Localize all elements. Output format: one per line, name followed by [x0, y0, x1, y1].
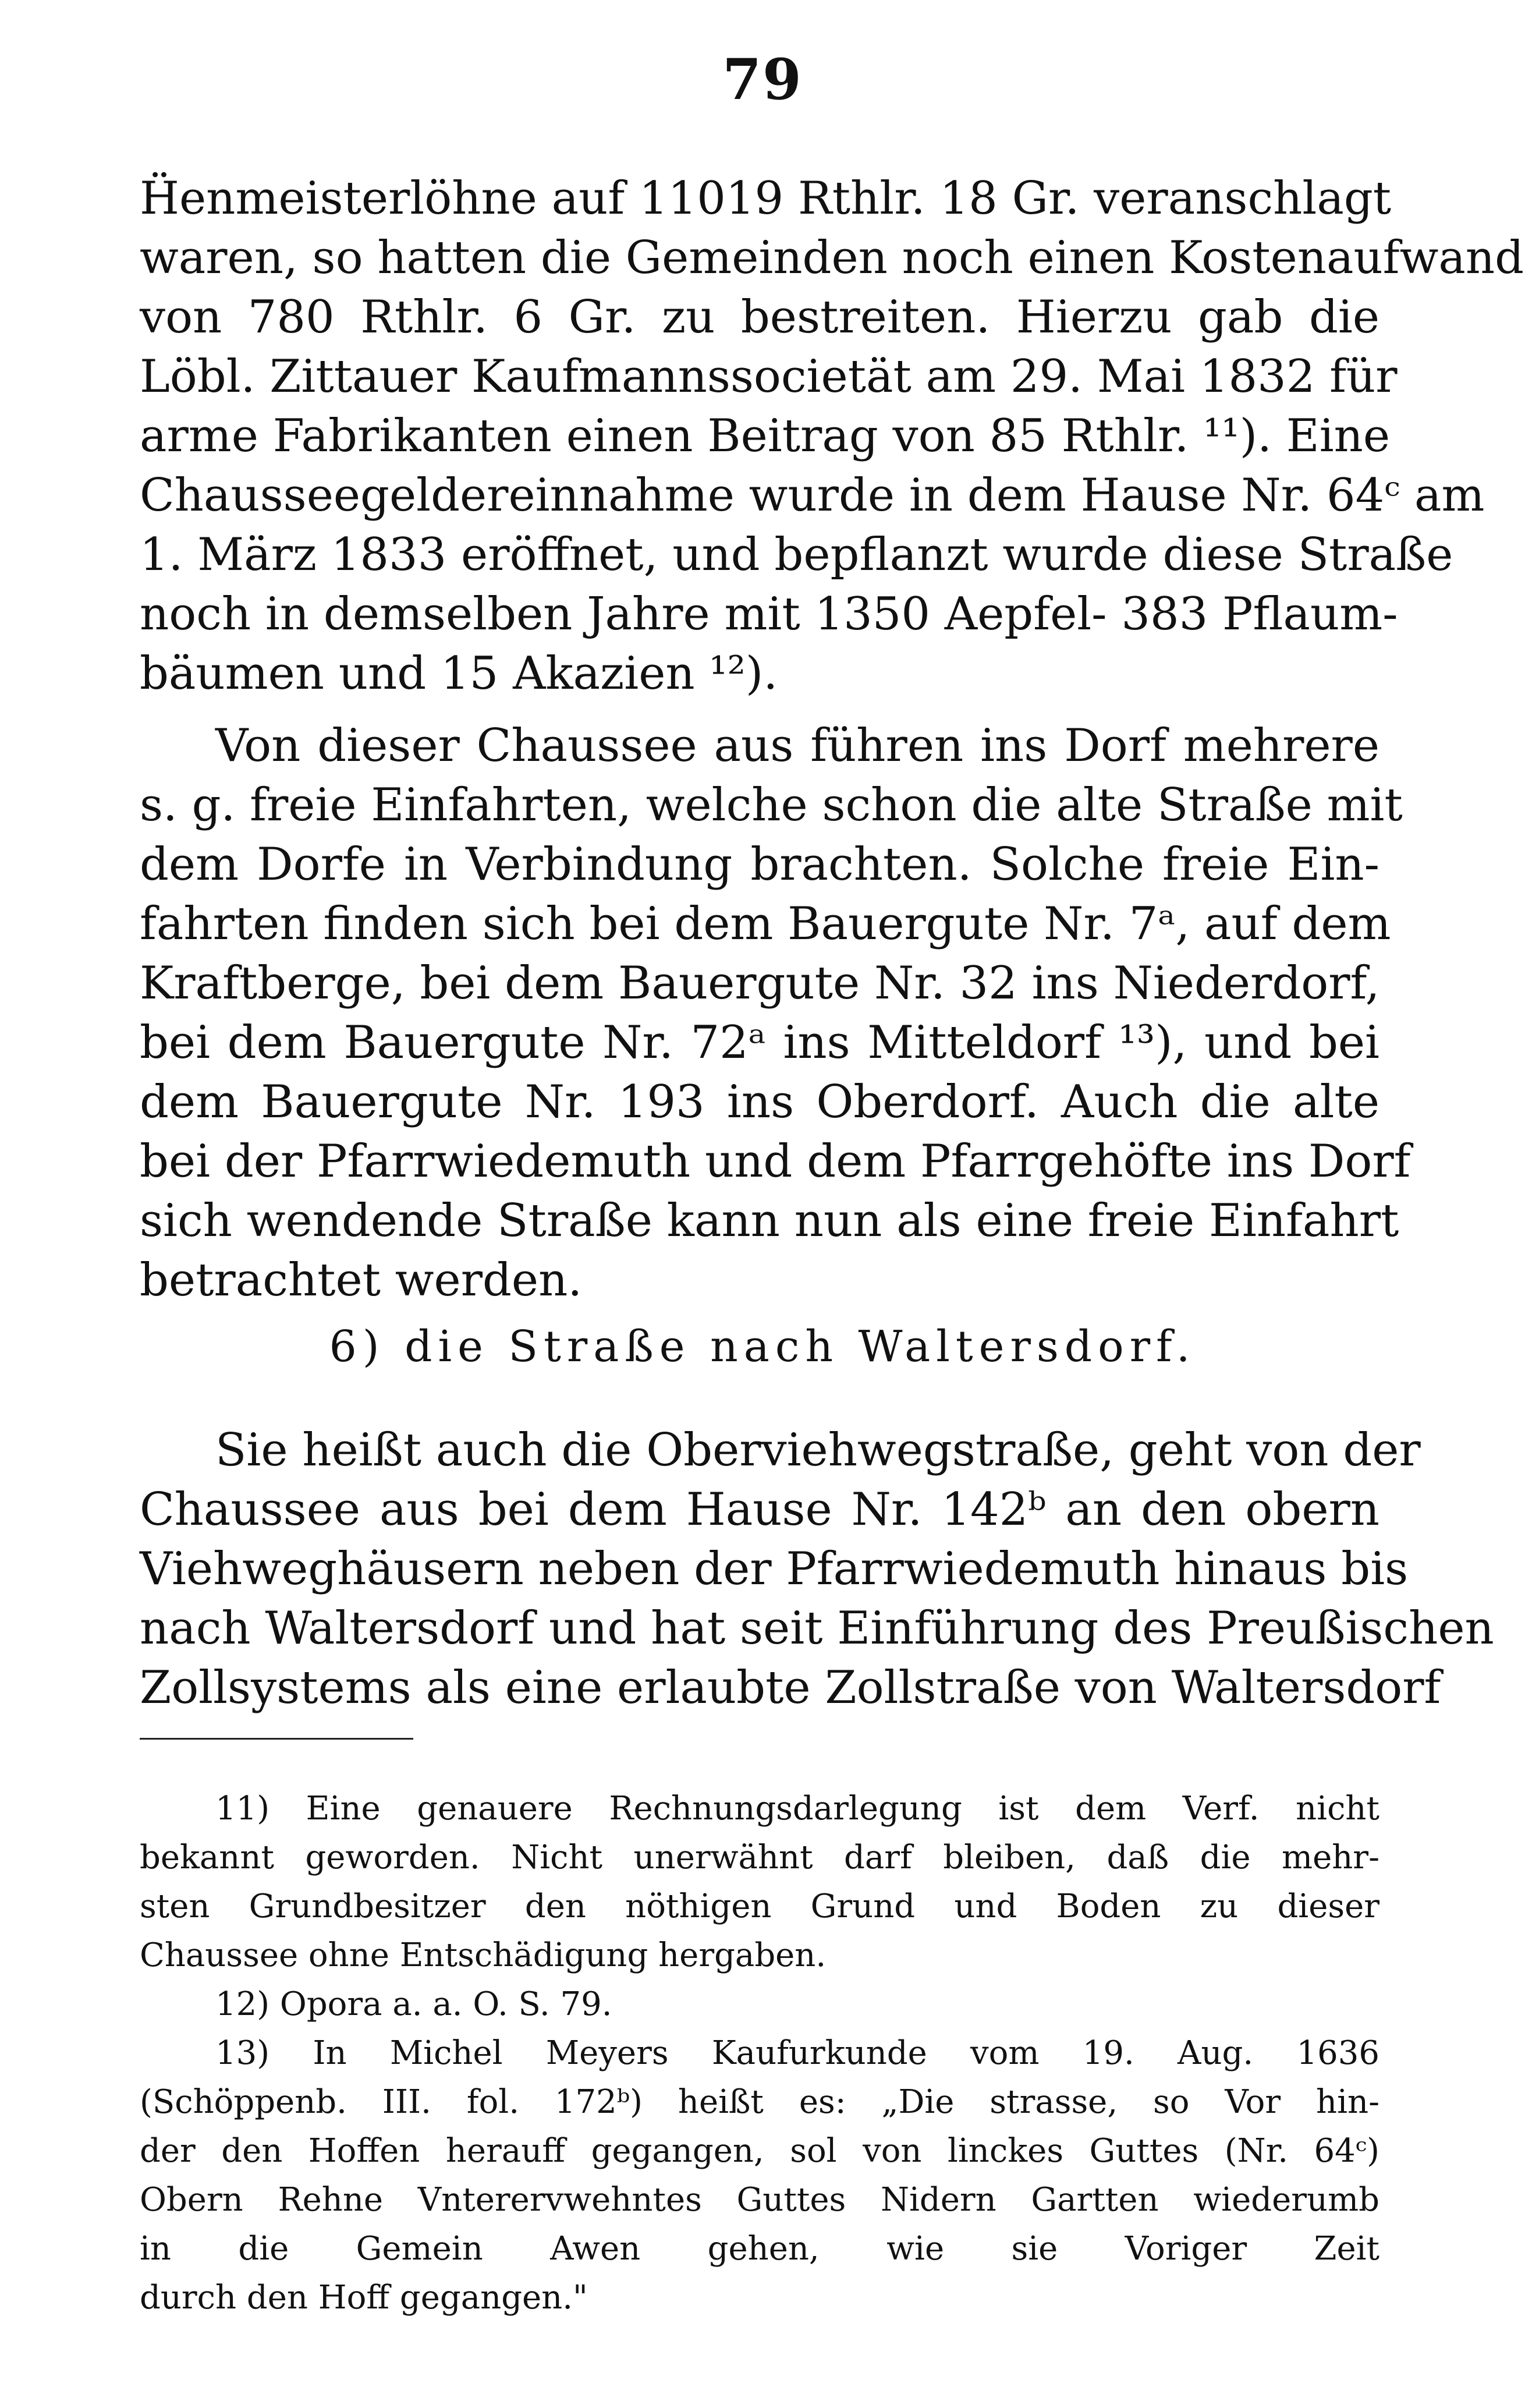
text-line: betrachtet werden.: [140, 1254, 583, 1306]
footnote-line: der den Hoffen herauff gegangen, sol von linckes Guttes (Nr. 64ᶜ): [140, 2132, 1379, 2170]
text-line: bäumen und 15 Akazien ¹²).: [140, 647, 778, 700]
text-line: sich wendende Straße kann nun als eine freie Einfahrt: [140, 1195, 1399, 1247]
footnote-line: 11) Eine genauere Rechnungsdarlegung ist dem Verf. nicht: [215, 1790, 1379, 1828]
footnote-11: [140, 1784, 1379, 1980]
text-line: Löbl. Zittauer Kaufmannssocietät am 29. Mai 1832 für: [140, 350, 1398, 403]
footnote-line: Obern Rehne Vnterervwehntes Guttes Nidern Gartten wiederumb: [140, 2181, 1379, 2219]
text-line: Von dieser Chaussee aus führen ins Dorf mehrere: [215, 720, 1379, 772]
text-line: Zollsystems als eine erlaubte Zollstraße von Waltersdorf: [140, 1662, 1441, 1714]
text-line: Viehweghäusern neben der Pfarrwiedemuth hinaus bis: [140, 1543, 1409, 1595]
text-line: bei der Pfarrwiedemuth und dem Pfarrgehöfte ins Dorf: [140, 1135, 1411, 1188]
text-line: dem Bauergute Nr. 193 ins Oberdorf. Auch die alte: [140, 1076, 1379, 1128]
text-line: Chaussee aus bei dem Hause Nr. 142ᵇ an den obern: [140, 1483, 1379, 1536]
footnote-13: [140, 2029, 1379, 2322]
footnote-line: sten Grundbesitzer den nöthigen Grund und Boden zu dieser: [140, 1888, 1379, 1925]
footnote-line: (Schöppenb. III. fol. 172ᵇ) heißt es: „Die strasse, so Vor hin-: [140, 2083, 1379, 2121]
paragraph-free-entrances: [140, 716, 1411, 1310]
section-heading: 6) die Straße nach Waltersdorf.: [329, 1322, 1196, 1372]
text-line: Sie heißt auch die Oberviehwegstraße, geht von der: [215, 1424, 1421, 1476]
text-line: Chausseegeldereinnahme wurde in dem Hause Nr. 64ᶜ am: [140, 469, 1485, 522]
text-line: noch in demselben Jahre mit 1350 Aepfel- 383 Pflaum-: [140, 588, 1398, 640]
footnote-12: [140, 1980, 1379, 2029]
text-line: Kraftberge, bei dem Bauergute Nr. 32 ins Niederdorf,: [140, 957, 1380, 1010]
text-line: von 780 Rthlr. 6 Gr. zu bestreiten. Hierzu gab die: [140, 291, 1379, 344]
footnote-line: bekannt geworden. Nicht unerwähnt darf bleiben, daß die mehr-: [140, 1839, 1379, 1876]
footnote-line: durch den Hoff gegangen.": [140, 2279, 588, 2317]
paragraph-waltersdorf-road: [140, 1421, 1494, 1718]
text-line: bei dem Bauergute Nr. 72ᵃ ins Mitteldorf ¹³), und bei: [140, 1017, 1379, 1069]
text-line: 1. März 1833 eröffnet, und bepflanzt wurde diese Straße: [140, 529, 1453, 581]
text-line: nach Waltersdorf und hat seit Einführung des Preußischen: [140, 1602, 1494, 1655]
footnotes: [140, 1784, 1379, 2322]
paragraph-chaussee-costs: [140, 169, 1524, 703]
footnote-line: in die Gemein Awen gehen, wie sie Voriger Zeit: [140, 2230, 1379, 2268]
text-line: fahrten finden sich bei dem Bauergute Nr. 7ᵃ, auf dem: [140, 898, 1391, 950]
footnote-divider: [140, 1738, 413, 1740]
text-line: arme Fabrikanten einen Beitrag von 85 Rthlr. ¹¹). Eine: [140, 410, 1391, 462]
text-line: s. g. freie Einfahrten, welche schon die alte Straße mit: [140, 779, 1403, 831]
text-line: dem Dorfe in Verbindung brachten. Solche freie Ein-: [140, 838, 1379, 891]
text-line: Ḧenmeisterlöhne auf 11019 Rthlr. 18 Gr. veranschlagt: [140, 172, 1392, 225]
page-number: 79: [722, 47, 803, 112]
footnote-line: 12) Opora a. a. O. S. 79.: [215, 1985, 612, 2023]
footnote-line: 13) In Michel Meyers Kaufurkunde vom 19. Aug. 1636: [215, 2034, 1379, 2072]
footnote-line: Chaussee ohne Entschädigung hergaben.: [140, 1936, 827, 1974]
text-line: waren, so hatten die Gemeinden noch einen Kostenaufwand: [140, 232, 1524, 284]
